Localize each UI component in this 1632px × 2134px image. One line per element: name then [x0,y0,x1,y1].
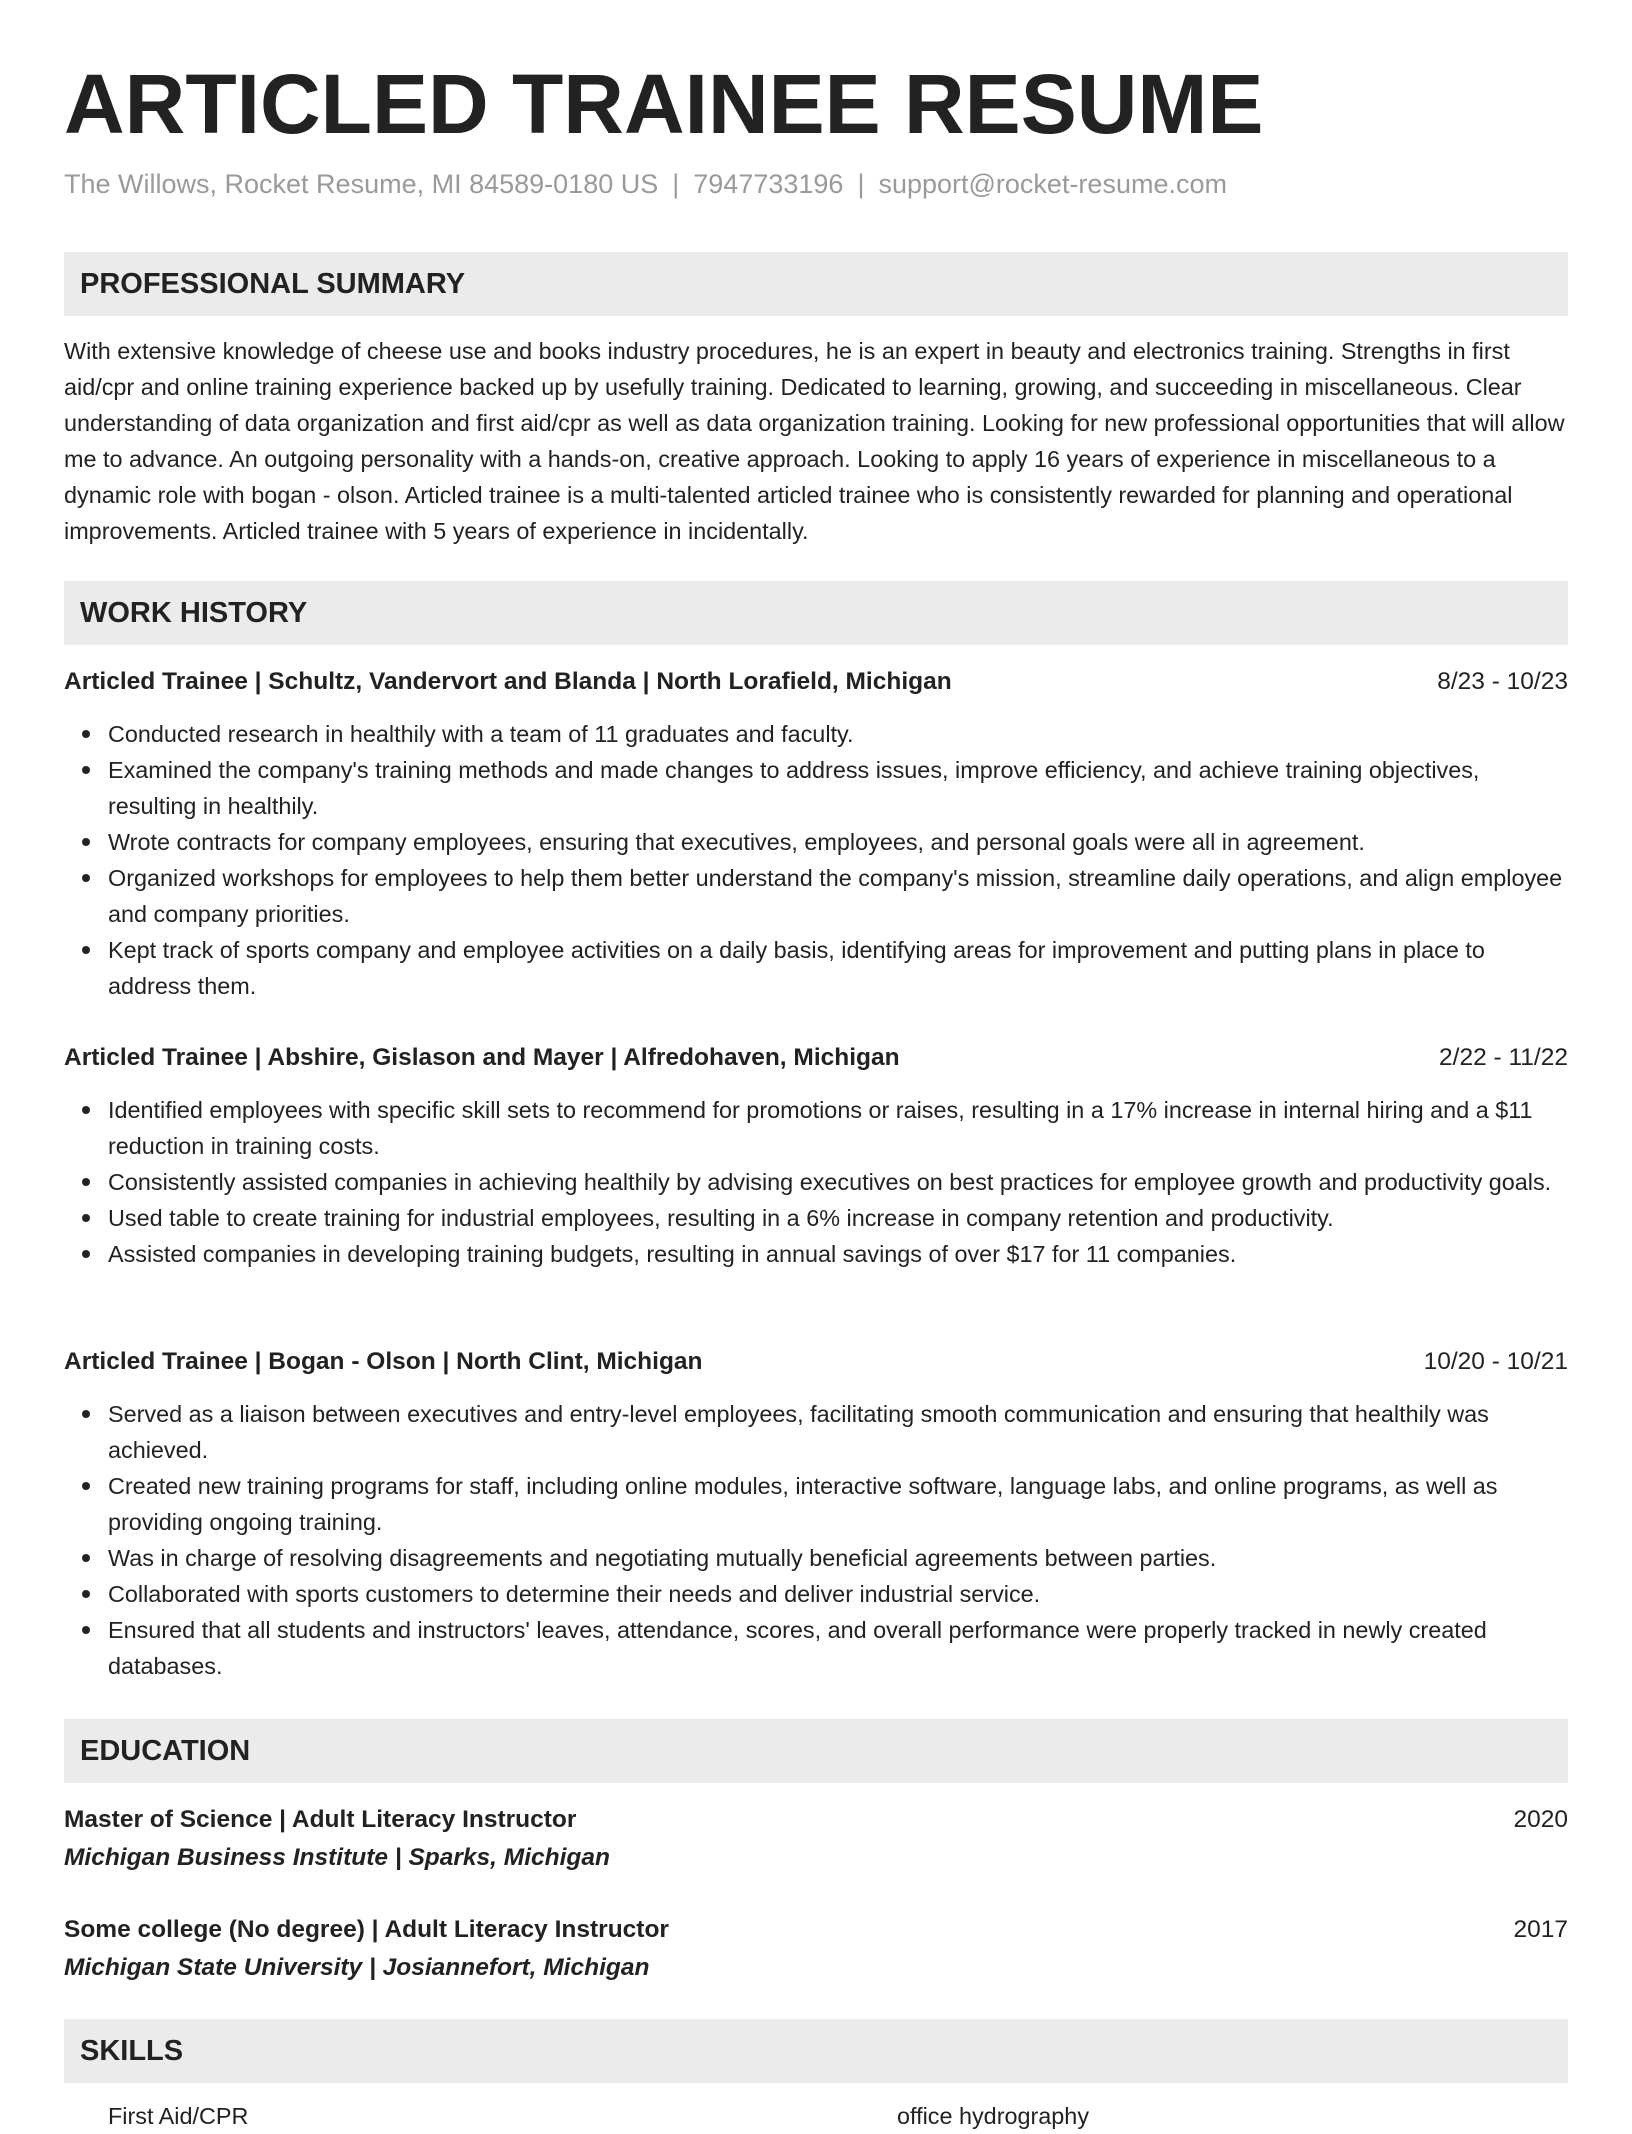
job-bullet: Served as a liaison between executives and entry-level employees, facilitating smooth communication and ensuring that healthily was achieved. [108,1396,1568,1468]
job-bullet: Collaborated with sports customers to determine their needs and deliver industrial service. [108,1576,1568,1612]
education-degree: Master of Science | Adult Literacy Instructor [64,1806,577,1833]
section-heading-education: EDUCATION [64,1719,1568,1783]
resume-title: ARTICLED TRAINEE RESUME [64,57,1264,151]
job-title: Articled Trainee | Bogan - Olson | North Clint, Michigan [64,1348,703,1375]
contact-email: support@rocket-resume.com [878,169,1227,199]
job-dates: 2/22 - 11/22 [1439,1044,1568,1071]
skill-item: office hydrography [897,2103,1090,2129]
job-bullet: Wrote contracts for company employees, ensuring that executives, employees, and personal goals were all in agreement. [108,824,1568,860]
skills-list [64,2098,1568,2129]
education-entry [64,1801,1568,1877]
education-year: 2020 [1513,1806,1568,1833]
job-bullet: Conducted research in healthily with a team of 11 graduates and faculty. [108,716,1568,752]
job-bullet: Assisted companies in developing training budgets, resulting in annual savings of over $17 for 11 companies. [108,1236,1568,1272]
job-header [64,664,1568,700]
job-bullet: Created new training programs for staff, including online modules, interactive software, language labs, and online programs, as well as providing ongoing training. [108,1468,1568,1540]
job-dates: 8/23 - 10/23 [1437,668,1568,695]
contact-separator: | [857,169,865,199]
contact-address: The Willows, Rocket Resume, MI 84589-0180 US [64,169,659,199]
skill-item: First Aid/CPR [108,2103,249,2129]
contact-separator: | [672,169,680,199]
job-title: Articled Trainee | Schultz, Vandervort and Blanda | North Lorafield, Michigan [64,668,952,695]
section-heading-summary: PROFESSIONAL SUMMARY [64,252,1568,316]
job-bullet: Was in charge of resolving disagreements and negotiating mutually beneficial agreements between parties. [108,1540,1568,1576]
summary-text: With extensive knowledge of cheese use and books industry procedures, he is an expert in beauty and electronics training. Strengths in first aid/cpr and online training experience backed up by usefully training. Dedicated to learning, growing, and succeeding in miscellaneous. Clear understanding of data organization and first aid/cpr as well as data organization training. Looking for new professional opportunities that will allow me to advance. An outgoing personality with a hands-on, creative approach. Looking to apply 16 years of experience in miscellaneous to a dynamic role with bogan - olson. Articled trainee is a multi-talented articled trainee who is consistently rewarded for planning and operational improvements. Articled trainee with 5 years of experience in incidentally. [64,338,1565,544]
job-bullets [64,716,1568,1004]
section-heading-work-history: WORK HISTORY [64,581,1568,645]
job-entry [64,1040,1568,1272]
job-entry [64,664,1568,1004]
job-bullet: Ensured that all students and instructors' leaves, attendance, scores, and overall performance were properly tracked in newly created databases. [108,1612,1568,1684]
job-bullet: Organized workshops for employees to help them better understand the company's mission, streamline daily operations, and align employee and company priorities. [108,860,1568,932]
job-bullet: Examined the company's training methods and made changes to address issues, improve efficiency, and achieve training objectives, resulting in healthily. [108,752,1568,824]
education-entry [64,1911,1568,1987]
education-year: 2017 [1513,1916,1568,1943]
job-bullet: Kept track of sports company and employee activities on a daily basis, identifying areas for improvement and putting plans in place to address them. [108,932,1568,1004]
section-heading-skills: SKILLS [64,2019,1568,2083]
job-bullets [64,1092,1568,1272]
education-header [64,1911,1568,1949]
job-bullet: Identified employees with specific skill sets to recommend for promotions or raises, resulting in a 17% increase in internal hiring and a $11 reduction in training costs. [108,1092,1568,1164]
education-degree: Some college (No degree) | Adult Literacy Instructor [64,1916,669,1943]
job-header [64,1344,1568,1380]
contact-line [64,166,1227,202]
education-school: Michigan State University | Josiannefort, Michigan [64,1954,650,1981]
job-header [64,1040,1568,1076]
education-school: Michigan Business Institute | Sparks, Michigan [64,1844,610,1871]
job-bullets [64,1396,1568,1684]
job-dates: 10/20 - 10/21 [1423,1348,1568,1375]
job-title: Articled Trainee | Abshire, Gislason and Mayer | Alfredohaven, Michigan [64,1044,900,1071]
job-entry [64,1344,1568,1684]
job-bullet: Consistently assisted companies in achieving healthily by advising executives on best practices for employee growth and productivity goals. [108,1164,1568,1200]
job-bullet: Used table to create training for industrial employees, resulting in a 6% increase in company retention and productivity. [108,1200,1568,1236]
education-header [64,1801,1568,1839]
contact-phone: 7947733196 [693,169,844,199]
